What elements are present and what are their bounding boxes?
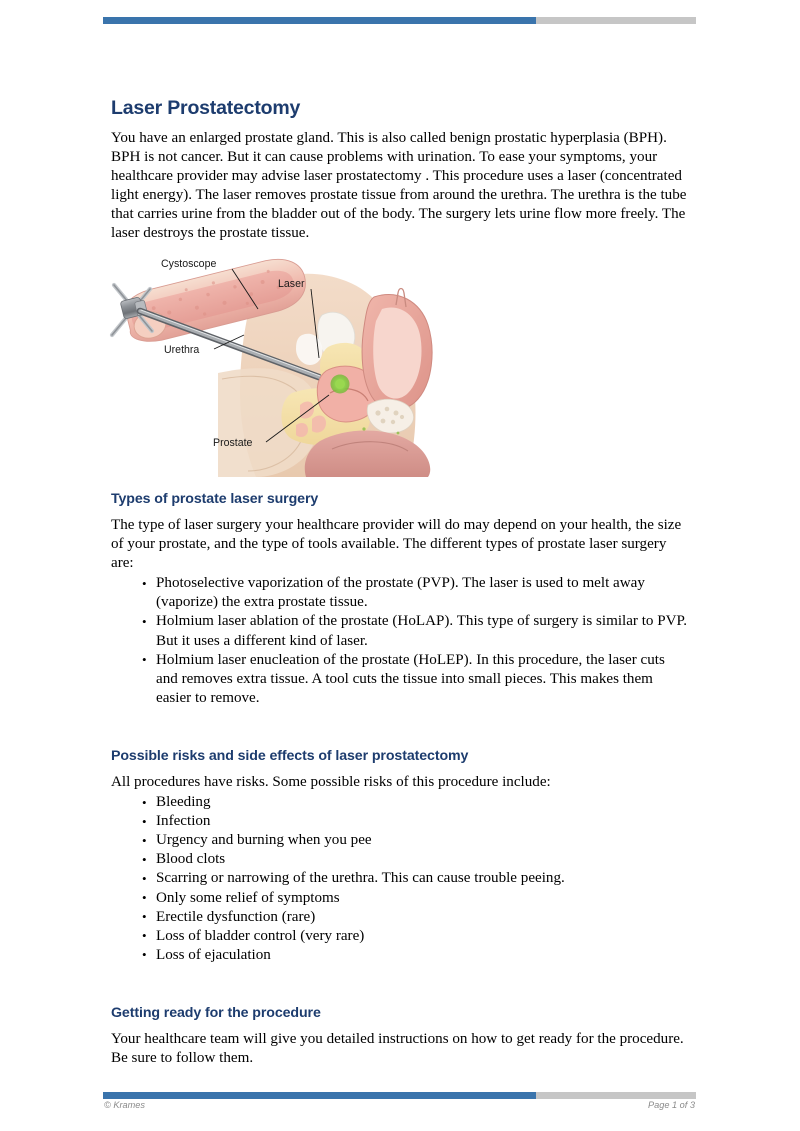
anatomy-figure xyxy=(106,243,446,478)
section-paragraph: The type of laser surgery your healthcare provider will do may depend on your health, the size of your prostate, and the type of tools available. The different types of prostate laser surgery are: xyxy=(111,517,682,572)
bottom-progress-bar-fill xyxy=(103,1092,536,1099)
section-paragraph: All procedures have risks. Some possible risks of this procedure include: xyxy=(111,774,551,790)
figure-label-cystoscope: Cystoscope xyxy=(161,258,217,270)
list-item: • Blood clots xyxy=(142,850,689,869)
risks-bullet-list xyxy=(111,793,689,965)
laser-spot-core xyxy=(336,380,344,388)
page-title: Laser Prostatectomy xyxy=(111,97,301,119)
section-heading: Getting ready for the procedure xyxy=(111,1005,321,1021)
anatomy-figure-svg xyxy=(106,243,446,478)
footer-copyright: © Krames xyxy=(104,1100,145,1110)
figure-label-laser: Laser xyxy=(278,278,305,290)
top-progress-bar xyxy=(103,17,696,24)
section-heading: Types of prostate laser surgery xyxy=(111,491,319,507)
list-item: • Erectile dysfunction (rare) xyxy=(142,908,689,927)
footer-page-number: Page 1 of 3 xyxy=(648,1100,695,1110)
figure-label-prostate: Prostate xyxy=(213,437,253,449)
top-progress-bar-fill xyxy=(103,17,536,24)
list-item: • Bleeding xyxy=(142,793,689,812)
list-item: • Urgency and burning when you pee xyxy=(142,831,689,850)
section-paragraph: Your healthcare team will give you detailed instructions on how to get ready for the procedure. Be sure to follow them. xyxy=(111,1031,684,1067)
list-item: • Holmium laser ablation of the prostate (HoLAP). This type of surgery is similar to PVP. But it uses a different kind of laser. xyxy=(142,612,689,650)
intro-paragraph: You have an enlarged prostate gland. This is also called benign prostatic hyperplasia (BPH). BPH is not cancer. But it can cause problems with urination. To ease your symptoms, your healthcare provider may advise laser prostatectomy . This procedure uses a laser (concentrated light energy). The laser removes prostate tissue from around the urethra. The urethra is the tube that carries urine from the bladder out of the body. The surgery lets urine flow more freely. The laser destroys the prostate tissue. xyxy=(111,130,687,242)
section-possible-risks-and-side-effects xyxy=(111,748,689,965)
list-item: • Photoselective vaporization of the prostate (PVP). The laser is used to melt away (vaporize) the extra prostate tissue. xyxy=(142,574,689,612)
section-types-of-prostate-laser-surgery xyxy=(111,491,689,708)
figure-label-urethra: Urethra xyxy=(164,344,200,356)
list-item: • Holmium laser enucleation of the prostate (HoLEP). In this procedure, the laser cuts and removes extra tissue. A tool cuts the tissue into small pieces. This makes them easier to remove. xyxy=(142,651,689,708)
bottom-progress-bar xyxy=(103,1092,696,1099)
list-item: • Loss of bladder control (very rare) xyxy=(142,927,689,946)
list-item: • Loss of ejaculation xyxy=(142,946,689,965)
list-item: • Infection xyxy=(142,812,689,831)
section-heading: Possible risks and side effects of laser prostatectomy xyxy=(111,748,469,764)
section-getting-ready-for-the-procedure xyxy=(111,1005,689,1068)
types-bullet-list xyxy=(111,574,689,708)
list-item: • Scarring or narrowing of the urethra. This can cause trouble peeing. xyxy=(142,869,689,888)
list-item: • Only some relief of symptoms xyxy=(142,889,689,908)
